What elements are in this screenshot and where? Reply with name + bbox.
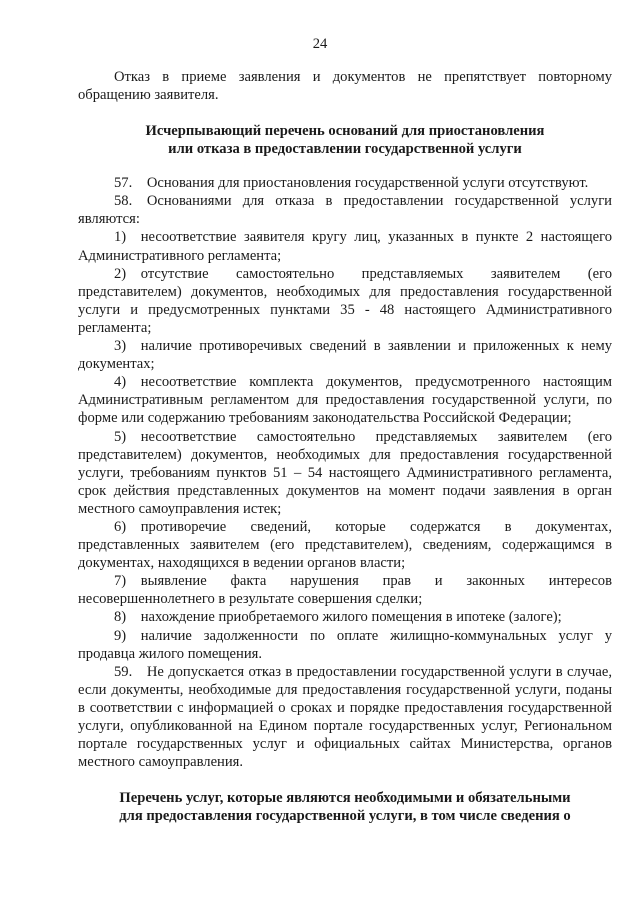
subitem-5: 5) несоответствие самостоятельно представляемых заявителем (его представителем) документов, необходимых для предоставления государственной услуги, требованиям пунктов 51 – 54 настоящего Административного регламента, срок действия представленных документов на момент подачи заявления в орган местного самоуправления истек; (78, 428, 612, 517)
subitem-8: 8) нахождение приобретаемого жилого помещения в ипотеке (залоге); (114, 609, 562, 626)
intro-paragraph: Отказ в приеме заявления и документов не препятствует повторному обращению заявителя. (78, 69, 612, 104)
subitem-4: 4) несоответствие комплекта документов, предусмотренного настоящим Административным регламентом для предоставления государственной услуги, по форме или содержанию требованиям законодательства Российской Федерации; (78, 374, 612, 427)
subitem-6: 6) противоречие сведений, которые содержатся в документах, представленных заявителем (его представителем), сведениям, содержащимся в документах, находящихся в ведении органов власти; (78, 518, 612, 572)
document-body (78, 68, 612, 825)
paragraph-58: 58. Основаниями для отказа в предоставлении государственной услуги являются: (78, 193, 612, 228)
paragraph-57: 57. Основания для приостановления государственной услуги отсутствуют. (114, 175, 589, 192)
subitem-1: 1) несоответствие заявителя кругу лиц, указанных в пункте 2 настоящего Административного регламента; (78, 229, 612, 264)
subitem-7: 7) выявление факта нарушения прав и законных интересов несовершеннолетнего в результате совершения сделки; (78, 573, 612, 608)
subitem-9: 9) наличие задолженности по оплате жилищно-коммунальных услуг у продавца жилого помещения. (78, 627, 612, 662)
paragraph-59: 59. Не допускается отказ в предоставлении государственной услуги в случае, если документы, необходимые для предоставления государственной услуги, поданы в соответствии с информацией о сроках и порядке предоставления государственной услуги, опубликованной на Едином портале государственных услуг, Региональном портале государственных услуг и официальных сайтах Министерства, органов местного самоуправления. (78, 663, 612, 771)
next-section-heading-line-1: Перечень услуг, которые являются необходимыми и обязательными (119, 790, 571, 807)
next-section-heading-line-2: для предоставления государственной услуги, в том числе сведения о (119, 807, 571, 824)
subitem-3: 3) наличие противоречивых сведений в заявлении и приложенных к нему документах; (78, 338, 612, 373)
section-heading-line-1: Исчерпывающий перечень оснований для приостановления (145, 123, 545, 140)
page-number: 24 (312, 36, 328, 52)
section-heading-line-2: или отказа в предоставлении государственной услуги (168, 140, 522, 157)
subitem-2: 2) отсутствие самостоятельно представляемых заявителем (его представителем) документов, необходимых для предоставления государственной услуги и предусмотренных пунктами 35 - 48 настоящего Административного регламента; (78, 265, 612, 336)
